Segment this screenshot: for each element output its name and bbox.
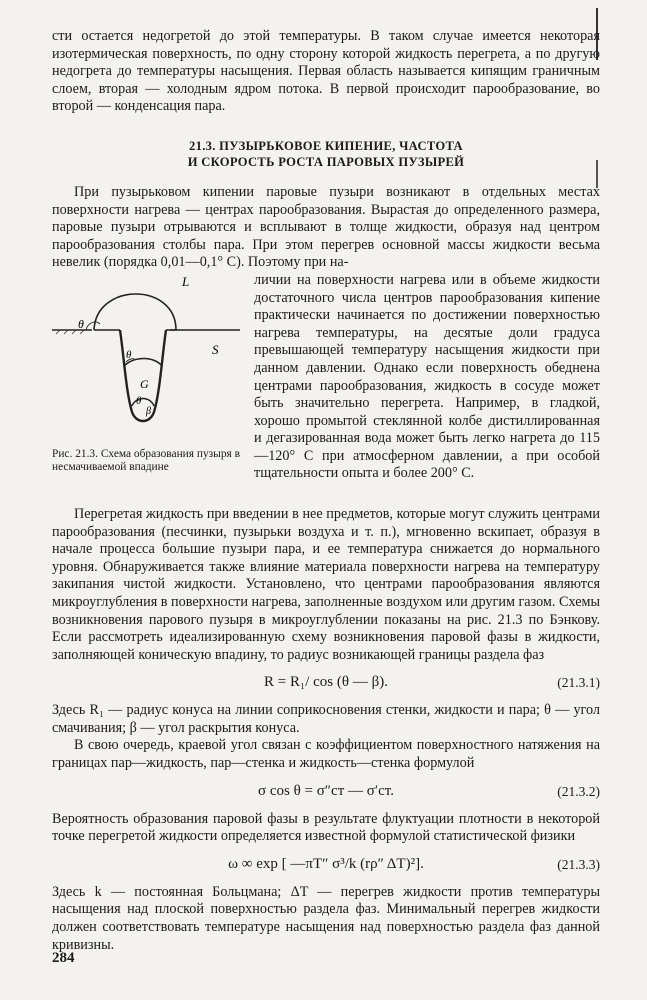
paragraph: Здесь R₁ — радиус конуса на линии соприкосновения стенки, жидкости и пара; θ — угол смачивания; β — угол раскрытия конуса.	[52, 702, 600, 736]
paragraph: В свою очередь, краевой угол связан с коэффициентом поверхностного натяжения на границах пар—жидкость, пар—стенка и жидкость—стенка формулой	[52, 737, 600, 772]
label-theta: θ	[126, 348, 132, 361]
label-beta: β	[146, 405, 151, 417]
page-number: 284	[52, 950, 75, 966]
heading-line: И СКОРОСТЬ РОСТА ПАРОВЫХ ПУЗЫРЕЙ	[187, 154, 465, 169]
figure-block	[52, 272, 600, 498]
label-theta: θ	[136, 394, 142, 407]
angle-arc	[86, 322, 100, 330]
equation-formula: R = R₁/ cos (θ — β).	[264, 674, 388, 691]
equation-number: (21.3.1)	[557, 675, 600, 691]
bubble-cap-L	[94, 294, 176, 330]
wrap-text	[254, 272, 600, 483]
bubble-diagram	[52, 272, 242, 448]
equation-21-3-3	[52, 850, 600, 880]
cavity-outline	[120, 330, 166, 421]
figure-21-3	[52, 272, 242, 498]
equation-number: (21.3.3)	[557, 856, 600, 872]
paragraph: Здесь k — постоянная Больцмана; ΔT — перегрев жидкости против температуры насыщения над плоской поверхностью раздела фаз. Минимальный перегрев жидкости должен соответствовать температуре насыщения над поверхностью раздела фаз данной кривизны.	[52, 883, 600, 953]
paragraph: Вероятность образования паровой фазы в результате флуктуации плотности в некоторой точке перегретой жидкости определяется известной формулой статистической физики	[52, 810, 600, 845]
equation-formula: σ cos θ = σ″ст — σ′ст.	[258, 782, 394, 799]
equation-number: (21.3.2)	[557, 783, 600, 799]
section-heading	[52, 138, 600, 170]
label-S: S	[212, 341, 219, 357]
paragraph: сти остается недогретой до этой температуры. В таком случае имеется некоторая изотермическая поверхность, по одну сторону которой жидкость перегрета, а по другую недогрета до температуры насыщения. Первая область называется кипящим граничным слоем, вторая — холодным ядром потока. В первой происходит парообразование, во второй — конденсация пара.	[52, 28, 600, 115]
paragraph: При пузырьковом кипении паровые пузыри возникают в отдельных местах поверхности нагрева — центрах парообразования. Вырастая до определенного размера, паровые пузыри отрываются и всплывают в толще жидкости, образуя над центром парообразования столбы пара. При этом перегрев основной массы жидкости весьма невелик (порядка 0,01—0,1° C). Поэтому при на-	[52, 183, 600, 271]
page-content	[52, 28, 600, 954]
label-theta: θ	[78, 316, 84, 331]
paragraph: личии на поверхности нагрева или в объеме жидкости достаточного числа центров парообразования кипение практически начинается по достижении поверхностью нагрева температуры, на десятые доли градуса превышающей температуру насыщения жидкости при данном давлении. Однако если поверхность обеднена центрами парообразования, жидкость в сосуде может быть значительно перегрета. Например, в гладкой, хорошо промытой стеклянной колбе дистиллированная и дегазированная вода может быть легко нагрета до 115—120° C при атмосферном давлении, а при особой тщательности опыта и более 200° C.	[254, 271, 600, 482]
equation-21-3-1	[52, 668, 600, 698]
equation-21-3-2	[52, 777, 600, 807]
equation-formula: ω ∞ exp [ —πT″ σ³/k (rρ″ ΔT)²].	[228, 855, 424, 872]
label-L: L	[182, 273, 190, 289]
label-G: G	[140, 376, 149, 391]
figure-caption: Рис. 21.3. Схема образования пузыря в несмачиваемой впадине	[52, 447, 240, 473]
heading-line: 21.3. ПУЗЫРЬКОВОЕ КИПЕНИЕ, ЧАСТОТА	[189, 138, 463, 153]
paragraph: Перегретая жидкость при введении в нее предметов, которые могут служить центрами парообразования (песчинки, пузырьки воздуха и т. п.), мгновенно вскипает, образуя в начале процесса большие пузыри пара, и ее температура снижается до нормального уровня. Обнаруживается также влияние материала поверхности нагрева на температуру закипания чистой жидкости. Установлено, что центрами парообразования являются микроуглубления в поверхности нагрева, заполненные воздухом или другим газом. Схемы возникновения парового пузыря в микроуглублении показаны на рис. 21.3 по Бэнкову. Если рассмотреть идеализированную схему возникновения паровой фазы в жидкости, заполняющей коническую впадину, то радиус возникающей границы раздела фаз	[52, 505, 601, 663]
